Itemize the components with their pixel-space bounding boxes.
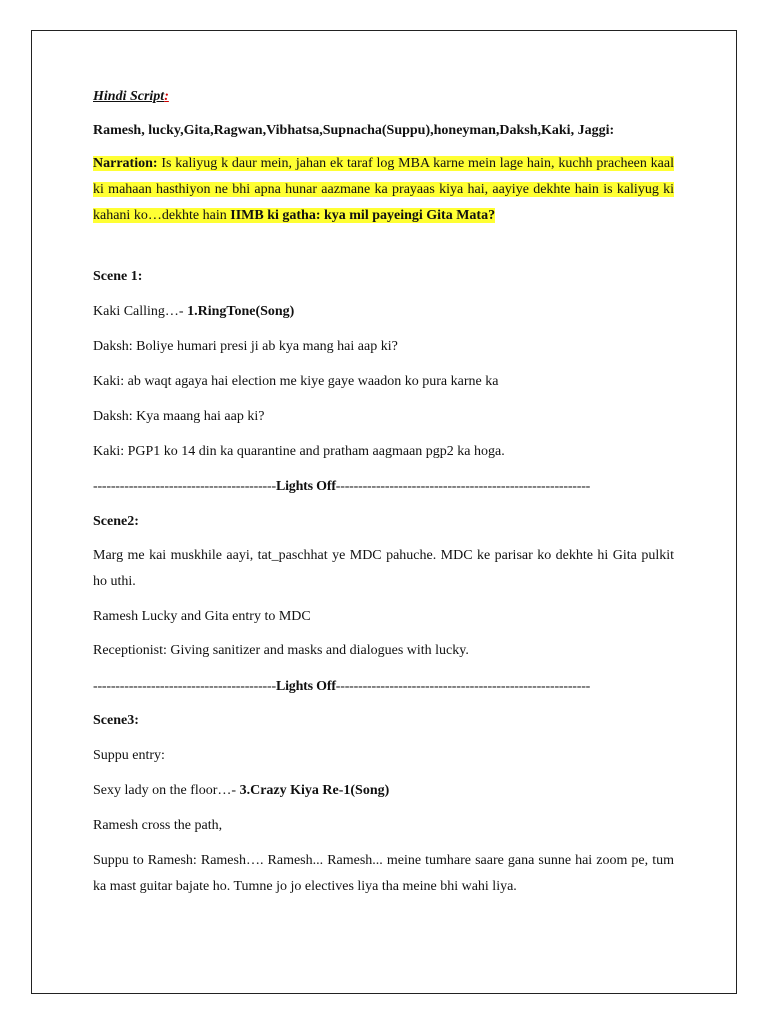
narration-label: Narration:	[93, 156, 158, 171]
scene2-paragraph: Marg me kai muskhile aayi, tat_paschhat ye MDC pahuche. MDC ke parisar ko dekhte hi Gita pulkit ho uthi.	[93, 548, 674, 589]
scene2-line: Receptionist: Giving sanitizer and masks and dialogues with lucky.	[93, 643, 469, 658]
scene2-line: Ramesh Lucky and Gita entry to MDC	[93, 609, 311, 624]
scene1-heading: Scene 1:	[93, 269, 143, 284]
crazy-kiya-re-song: 3.Crazy Kiya Re-1(Song)	[239, 783, 390, 798]
lights-off-divider-2	[93, 674, 674, 700]
narration-paragraph	[93, 151, 674, 229]
scene1-line: Daksh: Boliye humari presi ji ab kya mang hai aap ki?	[93, 339, 398, 354]
divider-dashes-right: ---------------------------------------------------------	[335, 679, 591, 694]
sexy-lady-line	[93, 778, 674, 804]
scene1-line: Kaki: PGP1 ko 14 din ka quarantine and pratham aagmaan pgp2 ka hoga.	[93, 444, 505, 459]
suppu-entry: Suppu entry:	[93, 748, 165, 763]
kaki-calling-line	[93, 299, 674, 325]
divider-dashes-left: -----------------------------------------	[93, 679, 276, 694]
script-title	[93, 84, 674, 110]
suppu-to-ramesh-paragraph: Suppu to Ramesh: Ramesh…. Ramesh... Ramesh... meine tumhare saare gana sunne hai zoom pe, tum ka mast guitar bajate ho. Tumne jo jo electives liya tha meine bhi wahi liya.	[93, 853, 674, 894]
narration-tagline: IIMB ki gatha: kya mil payeingi Gita Mata?	[230, 208, 496, 223]
divider-dashes-left: -----------------------------------------	[93, 479, 276, 494]
lights-off-divider-1	[93, 474, 674, 500]
scene3-heading: Scene3:	[93, 713, 139, 728]
lights-off-label: Lights Off	[275, 479, 336, 494]
divider-dashes-right: ---------------------------------------------------------	[335, 479, 591, 494]
scene1-line: Daksh: Kya maang hai aap ki?	[93, 409, 265, 424]
sexy-lady-text: Sexy lady on the floor…-	[93, 783, 240, 798]
cast-list: Ramesh, lucky,Gita,Ragwan,Vibhatsa,Supnacha(Suppu),honeyman,Daksh,Kaki, Jaggi:	[93, 123, 615, 138]
kaki-calling-text: Kaki Calling…-	[93, 304, 188, 319]
scene2-heading: Scene2:	[93, 514, 139, 529]
lights-off-label: Lights Off	[275, 679, 336, 694]
ringtone-song: 1.RingTone(Song)	[187, 304, 295, 319]
narration-text: Is kaliyug k daur mein, jahan ek taraf log MBA karne mein lage hain, kuchh pracheen kaal ki mahaan hasthiyon ne bhi apna hunar aazmane ka prayaas kiya hai, aayiye dekhte hain is kaliyug ki kahani ko…dekhte hain	[93, 156, 674, 223]
ramesh-cross-line: Ramesh cross the path,	[93, 818, 223, 833]
script-title-text: Hindi Script	[93, 89, 165, 104]
script-title-colon: :	[164, 89, 169, 104]
scene1-line: Kaki: ab waqt agaya hai election me kiye gaye waadon ko pura karne ka	[93, 374, 499, 389]
